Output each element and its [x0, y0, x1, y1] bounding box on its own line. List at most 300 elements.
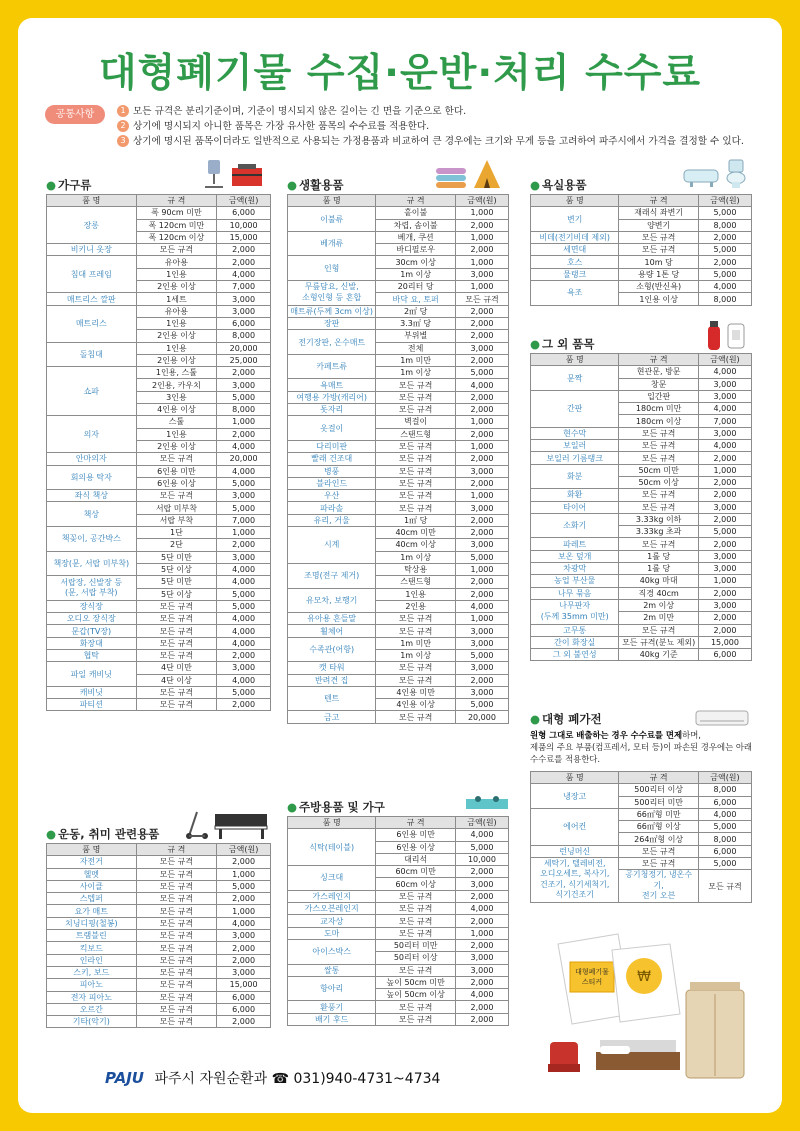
item-name: 쌀통 — [288, 964, 376, 976]
item-fee: 2,000 — [698, 513, 751, 525]
item-fee: 3,000 — [217, 551, 271, 563]
blanket-and-tent-icon — [434, 156, 504, 190]
item-fee: 3,000 — [698, 390, 751, 402]
item-fee: 3,000 — [217, 490, 271, 502]
item-name: 배기 후드 — [288, 1013, 376, 1025]
item-spec: 모든 규격 — [619, 231, 699, 243]
common-notes — [45, 104, 765, 149]
table-row — [531, 281, 752, 293]
item-spec: 모든 규격 — [376, 890, 456, 902]
item-fee: 3,000 — [217, 930, 271, 942]
table-row — [47, 991, 271, 1003]
table-row — [288, 490, 509, 502]
table-row — [531, 538, 752, 550]
item-fee: 1,000 — [455, 231, 508, 243]
item-fee: 3,000 — [698, 501, 751, 513]
item-name: 스키, 보드 — [47, 966, 137, 978]
item-spec: 모든 규격 — [136, 991, 217, 1003]
table-row — [47, 930, 271, 942]
item-name: 트램블린 — [47, 930, 137, 942]
table-row — [47, 942, 271, 954]
item-fee: 4,000 — [698, 440, 751, 452]
item-spec: 입간판 — [619, 390, 699, 402]
item-fee: 2,000 — [455, 305, 508, 317]
item-spec: 모든 규격 — [136, 880, 217, 892]
table-row — [47, 256, 271, 268]
item-fee: 1,000 — [698, 464, 751, 476]
air-conditioner-icon — [694, 708, 750, 728]
item-fee: 15,000 — [217, 231, 271, 243]
item-spec: 모든 규격(분뇨 제외) — [619, 636, 699, 648]
table-row — [531, 575, 752, 587]
column-header: 품 명 — [288, 195, 376, 207]
item-spec: 직경 40cm — [619, 587, 699, 599]
item-spec: 40cm 이상 — [376, 539, 456, 551]
item-spec: 2인용 — [376, 600, 456, 612]
gas-stove-icon — [464, 795, 510, 811]
item-fee: 2,000 — [698, 624, 751, 636]
item-spec: 1m 미만 — [376, 637, 456, 649]
item-fee: 5,000 — [455, 649, 508, 661]
item-fee: 2,000 — [455, 674, 508, 686]
item-fee: 4,000 — [217, 563, 271, 575]
item-spec: 모든 규격 — [455, 293, 508, 305]
table-row — [288, 379, 509, 391]
item-spec: 3.33kg 이하 — [619, 513, 699, 525]
item-name: 좌식 책상 — [47, 490, 137, 502]
item-name: 문짝 — [531, 366, 619, 391]
item-spec: 6인용 미만 — [376, 829, 456, 841]
fee-table-other — [530, 353, 752, 661]
item-spec: 50리터 미만 — [376, 939, 456, 951]
item-name: 책장(문, 서랍 미부착) — [47, 551, 137, 576]
item-fee: 8,000 — [217, 404, 271, 416]
item-spec: 재래식 좌변기 — [619, 207, 699, 219]
item-name: 고무통 — [531, 624, 619, 636]
item-fee: 4,000 — [698, 366, 751, 378]
item-name: 변기 — [531, 207, 619, 232]
item-fee: 4,000 — [698, 403, 751, 415]
item-name: 돌침대 — [47, 342, 137, 367]
item-name: 협탁 — [47, 649, 137, 661]
table-row — [47, 416, 271, 428]
item-name: 텐트 — [288, 686, 376, 711]
table-row — [288, 416, 509, 428]
item-name: 쇼파 — [47, 367, 137, 416]
column-header: 금액(원) — [698, 772, 751, 784]
section-appliance — [530, 711, 752, 903]
item-fee: 4,000 — [455, 989, 508, 1001]
table-row — [531, 268, 752, 280]
item-name: 의자 — [47, 416, 137, 453]
item-fee: 1,000 — [455, 927, 508, 939]
item-spec: 모든 규격 — [619, 244, 699, 256]
section-title: ● 주방용품 및 가구 — [287, 800, 385, 814]
note-number: 1 — [117, 105, 129, 117]
table-row — [288, 915, 509, 927]
table-row — [288, 465, 509, 477]
item-spec: 폭 120cm 이상 — [136, 231, 217, 243]
item-name: 인라인 — [47, 954, 137, 966]
item-name: 타이어 — [531, 501, 619, 513]
item-fee: 2,000 — [698, 452, 751, 464]
chair-and-toolbox-icon — [200, 158, 268, 190]
item-name: 카페트류 — [288, 354, 376, 379]
item-spec: 모든 규격 — [376, 613, 456, 625]
item-fee: 2,000 — [698, 476, 751, 488]
item-name: 화장대 — [47, 637, 137, 649]
phone-icon: ☎ — [271, 1071, 290, 1087]
item-spec: 10m 당 — [619, 256, 699, 268]
item-fee: 1,000 — [455, 256, 508, 268]
table-row — [531, 366, 752, 378]
item-name: 냉장고 — [531, 784, 619, 809]
item-fee: 3,000 — [698, 599, 751, 611]
item-spec: 5단 이상 — [136, 563, 217, 575]
table-row — [47, 293, 271, 305]
item-fee: 4,000 — [698, 808, 751, 820]
item-name: 캐비닛 — [47, 686, 137, 698]
item-name: 장식장 — [47, 600, 137, 612]
item-spec: 6인용 이상 — [376, 841, 456, 853]
item-fee: 2,000 — [217, 893, 271, 905]
item-spec: 2m 이상 — [619, 599, 699, 611]
item-name: 보일러 — [531, 440, 619, 452]
item-spec: 서랍 부착 — [136, 514, 217, 526]
item-spec: 소형(반신욕) — [619, 281, 699, 293]
item-fee: 5,000 — [455, 551, 508, 563]
table-row — [288, 477, 509, 489]
item-spec: 모든 규격 — [136, 856, 217, 868]
item-spec: 대리석 — [376, 853, 456, 865]
item-fee: 2,000 — [455, 477, 508, 489]
item-fee: 2,000 — [217, 699, 271, 711]
item-fee: 1,000 — [455, 281, 508, 293]
item-spec: 벽걸이 — [376, 416, 456, 428]
item-spec: 베개, 쿠션 — [376, 231, 456, 243]
svg-text:₩: ₩ — [637, 969, 651, 985]
item-fee: 2,000 — [698, 489, 751, 501]
table-row — [47, 207, 271, 219]
item-fee: 3,000 — [698, 550, 751, 562]
item-spec: 1세트 — [136, 293, 217, 305]
table-row — [288, 976, 509, 988]
item-spec: 50cm 이상 — [619, 476, 699, 488]
table-row — [288, 354, 509, 366]
item-name: 반려견 집 — [288, 674, 376, 686]
table-row — [531, 649, 752, 661]
item-name: 매트리스 깔판 — [47, 293, 137, 305]
item-fee: 3,000 — [455, 342, 508, 354]
table-row — [288, 281, 509, 293]
item-fee: 2,000 — [217, 244, 271, 256]
item-name: 유아용 흔들말 — [288, 613, 376, 625]
item-fee: 5,000 — [455, 841, 508, 853]
item-fee: 2,000 — [217, 539, 271, 551]
item-fee: 1,000 — [217, 905, 271, 917]
item-fee: 1,000 — [698, 575, 751, 587]
item-fee: 2,000 — [455, 244, 508, 256]
item-spec: 1인용 — [376, 588, 456, 600]
item-name: 런닝머신 — [531, 845, 619, 857]
item-spec: 모든 규격 — [698, 870, 751, 903]
item-name: 캣 타워 — [288, 662, 376, 674]
item-fee: 5,000 — [698, 821, 751, 833]
table-row — [47, 905, 271, 917]
item-name: 식탁(테이블) — [288, 829, 376, 866]
fee-table-living — [287, 194, 509, 724]
item-fee: 10,000 — [217, 219, 271, 231]
column-header: 규 격 — [619, 354, 699, 366]
item-name: 오르간 — [47, 1003, 137, 1015]
item-spec: 모든 규격 — [136, 453, 217, 465]
table-row — [288, 964, 509, 976]
item-spec: 모든 규격 — [136, 613, 217, 625]
note-number: 2 — [117, 120, 129, 132]
item-spec: 모든 규격 — [376, 711, 456, 723]
table-row — [47, 600, 271, 612]
table-row — [288, 711, 509, 723]
section-bath — [530, 177, 752, 306]
item-spec: 1인용 이상 — [619, 293, 699, 305]
item-fee: 2,000 — [698, 538, 751, 550]
section-title: ● 그 외 품목 — [530, 337, 595, 351]
table-row — [47, 880, 271, 892]
item-spec: 모든 규격 — [136, 625, 217, 637]
item-spec: 4단 이상 — [136, 674, 217, 686]
table-row — [531, 636, 752, 648]
item-name: 가스레인지 — [288, 890, 376, 902]
table-row — [288, 625, 509, 637]
item-spec: 모든 규격 — [376, 391, 456, 403]
sticker-label-1: 대형폐기물 — [575, 968, 609, 976]
item-name: 환풍기 — [288, 1001, 376, 1013]
item-spec: 1롤 당 — [619, 550, 699, 562]
item-spec: 5단 미만 — [136, 576, 217, 588]
item-name: 소화기 — [531, 513, 619, 538]
table-row — [288, 317, 509, 329]
table-row — [288, 563, 509, 575]
table-row — [47, 1003, 271, 1015]
item-name: 무릎담요, 신발, 소형인형 등 혼합 — [288, 281, 376, 306]
item-spec: 모든 규격 — [136, 979, 217, 991]
item-fee: 20,000 — [217, 453, 271, 465]
item-fee: 5,000 — [698, 858, 751, 870]
item-spec: 모든 규격 — [376, 674, 456, 686]
item-name: 전자 피아노 — [47, 991, 137, 1003]
item-fee: 2,000 — [455, 915, 508, 927]
table-row — [47, 966, 271, 978]
scooter-and-piano-icon — [183, 808, 271, 840]
item-name: 화분 — [531, 464, 619, 489]
item-spec: 모든 규격 — [136, 600, 217, 612]
item-fee: 2,000 — [455, 428, 508, 440]
item-fee: 4,000 — [217, 674, 271, 686]
item-name: 파티션 — [47, 699, 137, 711]
item-fee: 3,000 — [455, 964, 508, 976]
item-fee: 3,000 — [698, 378, 751, 390]
table-row — [288, 404, 509, 416]
item-spec: 모든 규격 — [619, 845, 699, 857]
item-fee: 2,000 — [698, 612, 751, 624]
item-fee: 3,000 — [217, 379, 271, 391]
item-fee: 5,000 — [698, 207, 751, 219]
item-fee: 3,000 — [455, 878, 508, 890]
item-spec: 모든 규격 — [136, 917, 217, 929]
item-fee: 1,000 — [455, 613, 508, 625]
item-fee: 3,000 — [455, 465, 508, 477]
item-fee: 5,000 — [217, 686, 271, 698]
item-name: 빨래 건조대 — [288, 453, 376, 465]
item-spec: 모든 규격 — [376, 927, 456, 939]
table-row — [288, 527, 509, 539]
section-living — [287, 177, 509, 724]
item-spec: 모든 규격 — [376, 440, 456, 452]
fee-table-kitchen — [287, 816, 509, 1026]
item-name: 문갑(TV장) — [47, 625, 137, 637]
item-name: 파레트 — [531, 538, 619, 550]
item-spec: 50cm 미만 — [619, 464, 699, 476]
column-header: 금액(원) — [455, 195, 508, 207]
item-fee: 2,000 — [217, 1016, 271, 1028]
item-name: 간판 — [531, 390, 619, 427]
item-spec: 현관문, 방문 — [619, 366, 699, 378]
item-name: 여행용 가방(캐리어) — [288, 391, 376, 403]
item-fee: 3,000 — [455, 502, 508, 514]
column-header: 금액(원) — [217, 195, 271, 207]
section-title: ● 대형 폐가전 — [530, 712, 602, 726]
item-fee: 2,000 — [217, 367, 271, 379]
item-name: 욕매트 — [288, 379, 376, 391]
item-name: 호스 — [531, 256, 619, 268]
note-text: 모든 규격은 분리기준이며, 기준이 명시되지 않은 길이는 긴 면을 기준으로 한다. — [133, 106, 467, 117]
item-name: 세탁기, 텔레비전, 오디오세트, 복사기, 건조기, 식기세척기, 식기건조기 — [531, 858, 619, 903]
table-row — [47, 453, 271, 465]
item-spec: 양변기 — [619, 219, 699, 231]
table-row — [288, 305, 509, 317]
item-fee: 2,000 — [217, 649, 271, 661]
item-fee: 4,000 — [455, 379, 508, 391]
item-spec: 2인용 이상 — [136, 330, 217, 342]
table-row — [47, 917, 271, 929]
notes-list — [117, 104, 765, 149]
table-row — [47, 613, 271, 625]
fee-table-appliance — [530, 771, 752, 903]
item-spec: 66㎡형 이상 — [619, 821, 699, 833]
table-row — [531, 452, 752, 464]
item-spec: 1인용, 스툴 — [136, 367, 217, 379]
item-fee: 8,000 — [217, 330, 271, 342]
item-spec: 모든 규격 — [376, 465, 456, 477]
item-spec: 180cm 미만 — [619, 403, 699, 415]
table-row — [288, 866, 509, 878]
table-row — [531, 427, 752, 439]
item-spec: 500리터 이상 — [619, 784, 699, 796]
item-name: 농업 부산물 — [531, 575, 619, 587]
table-row — [288, 514, 509, 526]
item-spec: 창문 — [619, 378, 699, 390]
item-fee: 4,000 — [217, 625, 271, 637]
item-name: 옷걸이 — [288, 416, 376, 441]
item-name: 세면대 — [531, 244, 619, 256]
table-row — [531, 501, 752, 513]
column-header: 규 격 — [376, 195, 456, 207]
item-spec: 30cm 이상 — [376, 256, 456, 268]
item-name: 현수막 — [531, 427, 619, 439]
item-fee: 1,000 — [455, 563, 508, 575]
item-fee: 2,000 — [455, 1013, 508, 1025]
item-name: 오디오 장식장 — [47, 613, 137, 625]
item-fee: 2,000 — [217, 954, 271, 966]
item-fee: 1,000 — [217, 527, 271, 539]
item-fee: 2,000 — [217, 942, 271, 954]
column-header: 품 명 — [531, 354, 619, 366]
table-row — [531, 587, 752, 599]
table-row — [47, 637, 271, 649]
item-name: 파일 캐비닛 — [47, 662, 137, 687]
item-fee: 5,000 — [217, 600, 271, 612]
item-fee: 2,000 — [455, 588, 508, 600]
item-spec: 2인용 이상 — [136, 440, 217, 452]
item-spec: 40kg 마대 — [619, 575, 699, 587]
item-fee: 4,000 — [217, 440, 271, 452]
item-spec: 4인용 이상 — [136, 404, 217, 416]
item-spec: 부위별 — [376, 330, 456, 342]
fee-table-bath — [530, 194, 752, 306]
column-header: 품 명 — [531, 772, 619, 784]
item-fee: 7,000 — [217, 281, 271, 293]
column-header: 규 격 — [376, 817, 456, 829]
table-row — [531, 244, 752, 256]
item-spec: 1인용 — [136, 342, 217, 354]
table-row — [288, 939, 509, 951]
table-row — [288, 903, 509, 915]
item-fee: 7,000 — [698, 415, 751, 427]
item-spec: 모든 규격 — [136, 905, 217, 917]
item-name: 킥보드 — [47, 942, 137, 954]
table-row — [47, 465, 271, 477]
table-row — [288, 637, 509, 649]
item-spec: 1m 이상 — [376, 649, 456, 661]
item-name: 기타(악기) — [47, 1016, 137, 1028]
column-header: 규 격 — [619, 772, 699, 784]
item-name: 스텝퍼 — [47, 893, 137, 905]
table-row — [47, 551, 271, 563]
item-spec: 모든 규격 — [376, 1001, 456, 1013]
item-spec: 40kg 기준 — [619, 649, 699, 661]
item-spec: 폭 120cm 미만 — [136, 219, 217, 231]
table-row — [47, 342, 271, 354]
item-fee: 1,000 — [455, 207, 508, 219]
table-row — [531, 440, 752, 452]
table-row — [47, 367, 271, 379]
page-title: 대형폐기물 수집·운반·처리 수수료 — [98, 51, 702, 96]
paju-logo: PAJU — [105, 1069, 144, 1087]
item-fee: 5,000 — [217, 391, 271, 403]
item-name: 보온 덮개 — [531, 550, 619, 562]
table-row — [531, 784, 752, 796]
item-spec: 1m 이상 — [376, 268, 456, 280]
table-row — [288, 674, 509, 686]
item-spec: 모든 규격 — [619, 427, 699, 439]
item-spec: 1인용 — [136, 268, 217, 280]
item-spec: 모든 규격 — [376, 453, 456, 465]
item-spec: 2인용, 카우치 — [136, 379, 217, 391]
table-row — [288, 391, 509, 403]
item-spec: 모든 규격 — [136, 1016, 217, 1028]
item-spec: 모든 규격 — [136, 966, 217, 978]
fee-table-furniture — [46, 194, 271, 711]
